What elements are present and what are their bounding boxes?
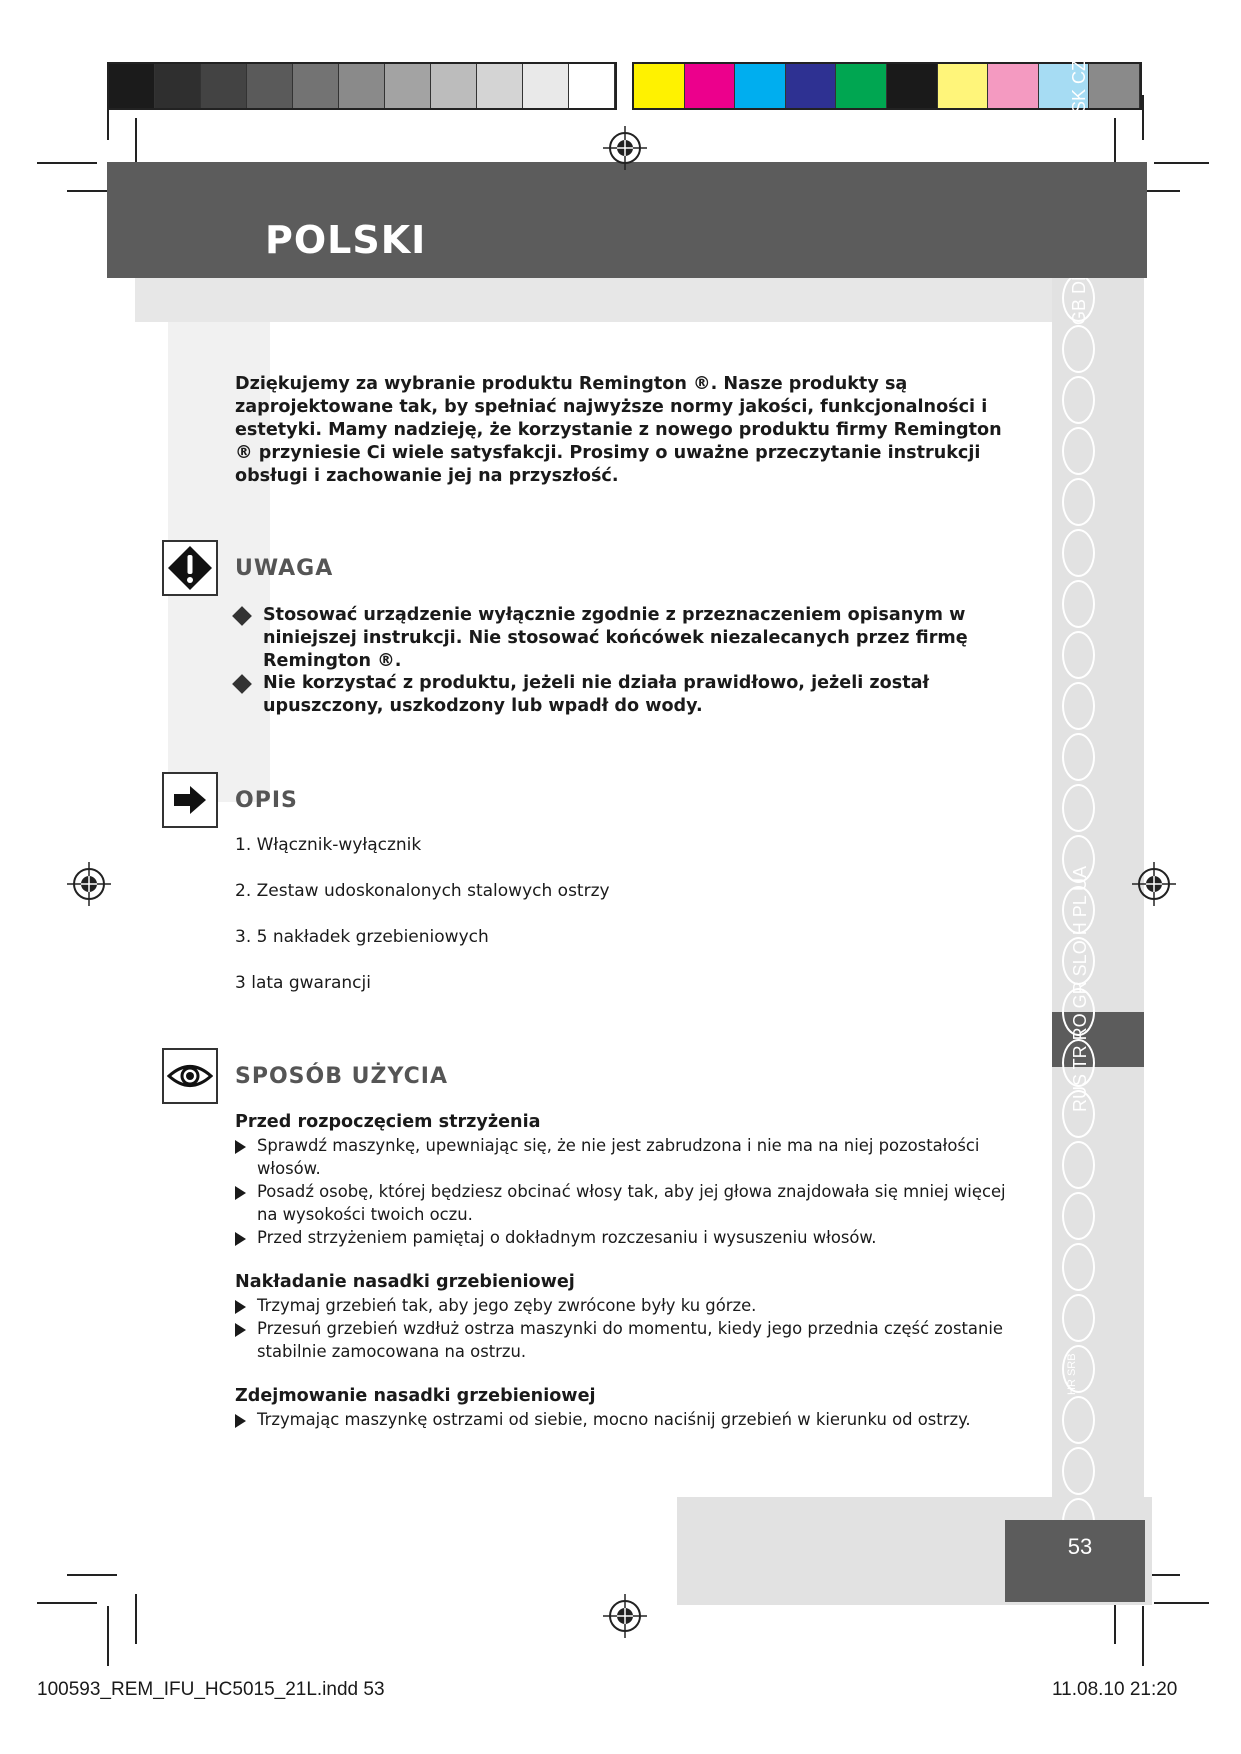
arrow-bullet-icon: [235, 1186, 246, 1200]
gray-swatch: [247, 64, 293, 108]
warning-item: Stosować urządzenie wyłącznie zgodnie z przeznaczeniem opisanym w niniejszej instrukcji. Nie stosować końcówek niezalecanych przez firmę Remington ®.: [235, 604, 1015, 673]
description-item: 3. 5 nakładek grzebieniowych: [235, 927, 489, 947]
language-tab-ring: [1062, 580, 1095, 628]
language-tab-ring: [1062, 1396, 1095, 1444]
language-tab-ring: [1062, 631, 1095, 679]
before-cutting-title: Przed rozpoczęciem strzyżenia: [235, 1112, 541, 1132]
language-tab-ring: [1062, 682, 1095, 730]
arrow-bullet-icon: [235, 1323, 246, 1337]
page-title: POLSKI: [265, 218, 427, 262]
language-tab-ring: [1062, 427, 1095, 475]
arrow-right-icon: [162, 772, 218, 828]
attach-comb-title: Nakładanie nasadki grzebieniowej: [235, 1272, 575, 1292]
color-swatch: [836, 64, 887, 108]
language-tab-ring: [1062, 325, 1095, 373]
arrow-bullet-icon: [235, 1300, 246, 1314]
color-swatch: [938, 64, 989, 108]
page-number-box: [1005, 1520, 1145, 1602]
instruction-item: Przesuń grzebień wzdłuż ostrza maszynki do momentu, kiedy jego przednia część zostanie stabilnie zamocowana na ostrzu.: [235, 1317, 1015, 1363]
instruction-item: Trzymaj grzebień tak, aby jego zęby zwrócone były ku górze.: [235, 1294, 1015, 1317]
language-tab-ring: [1062, 784, 1095, 832]
language-tab-ring: [1062, 376, 1095, 424]
language-tab-column: [1052, 278, 1144, 1600]
arrow-bullet-icon: [235, 1232, 246, 1246]
language-tab-ring: [1062, 1192, 1095, 1240]
gray-swatch: [293, 64, 339, 108]
warning-section-title: UWAGA: [235, 556, 334, 581]
grayscale-color-bar: [107, 62, 617, 110]
eye-icon: [162, 1048, 218, 1104]
gray-swatch: [339, 64, 385, 108]
page-number: 53: [1067, 1534, 1093, 1559]
gray-swatch: [477, 64, 523, 108]
language-tab-ring: [1062, 1141, 1095, 1189]
registration-mark-icon: [603, 126, 647, 170]
footer-timestamp: 11.08.10 21:20: [1052, 1679, 1178, 1700]
description-section-title: OPIS: [235, 788, 298, 813]
instruction-item: Trzymając maszynkę ostrzami od siebie, mocno naciśnij grzebień w kierunku od ostrzy.: [235, 1408, 1015, 1431]
warranty-note: 3 lata gwarancji: [235, 973, 371, 993]
gray-swatch: [569, 64, 615, 108]
header-band: [107, 162, 1147, 278]
usage-section-title: SPOSÓB UŻYCIA: [235, 1064, 448, 1089]
instruction-item: Sprawdź maszynkę, upewniając się, że nie jest zabrudzona i nie ma na niej pozostałości włosów.: [235, 1134, 1015, 1180]
language-tab-ring: [1062, 1243, 1095, 1291]
language-tab-ring: [1062, 733, 1095, 781]
color-swatch: [887, 64, 938, 108]
language-tab-ring: [1062, 529, 1095, 577]
language-tab-ring: [1062, 1294, 1095, 1342]
gray-swatch: [109, 64, 155, 108]
color-swatch: [685, 64, 736, 108]
language-tabs-bottom: HR SRB: [1066, 1353, 1078, 1395]
color-swatch: [786, 64, 837, 108]
gray-swatch: [155, 64, 201, 108]
description-item: 2. Zestaw udoskonalonych stalowych ostrzy: [235, 881, 610, 901]
registration-mark-icon: [1132, 862, 1176, 906]
instruction-item: Posadź osobę, której będziesz obcinać włosy tak, aby jej głowa znajdowała się mniej więcej na wysokości twoich oczu.: [235, 1180, 1015, 1226]
warning-item: Nie korzystać z produktu, jeżeli nie działa prawidłowo, jeżeli został upuszczony, uszkodzony lub wpadł do wody.: [235, 672, 1015, 718]
arrow-bullet-icon: [235, 1414, 246, 1428]
arrow-bullet-icon: [235, 1140, 246, 1154]
color-swatch: [1089, 64, 1140, 108]
registration-mark-icon: [67, 862, 111, 906]
gray-swatch: [385, 64, 431, 108]
remove-comb-title: Zdejmowanie nasadki grzebieniowej: [235, 1386, 596, 1406]
footer-file-info: 100593_REM_IFU_HC5015_21L.indd 53: [37, 1679, 385, 1700]
language-tabs-middle: RUS TR RO GR SLO H PL UA: [1070, 865, 1090, 1112]
gray-swatch: [523, 64, 569, 108]
gray-swatch: [431, 64, 477, 108]
instruction-item: Przed strzyżeniem pamiętaj o dokładnym rozczesaniu i wysuszeniu włosów.: [235, 1226, 1015, 1249]
process-color-bar: [632, 62, 1142, 110]
warning-icon: [162, 540, 218, 596]
gray-swatch: [201, 64, 247, 108]
intro-paragraph: Dziękujemy za wybranie produktu Remington ®. Nasze produkty są zaprojektowane tak, by spełniać najwyższe normy jakości, funkcjonalności i estetyki. Mamy nadzieję, że korzystanie z nowego produktu firmy Remington ® przyniesie Ci wiele satysfakcji. Prosimy o uważne przeczytanie instrukcji obsługi i zachowanie jej na przyszłość.: [235, 374, 1002, 486]
language-tab-ring: [1062, 1447, 1095, 1495]
color-swatch: [634, 64, 685, 108]
header-shadow-band: [135, 278, 1140, 322]
description-item: 1. Włącznik-wyłącznik: [235, 835, 422, 855]
language-tab-ring: [1062, 478, 1095, 526]
color-swatch: [735, 64, 786, 108]
color-swatch: [988, 64, 1039, 108]
registration-mark-icon: [603, 1594, 647, 1638]
